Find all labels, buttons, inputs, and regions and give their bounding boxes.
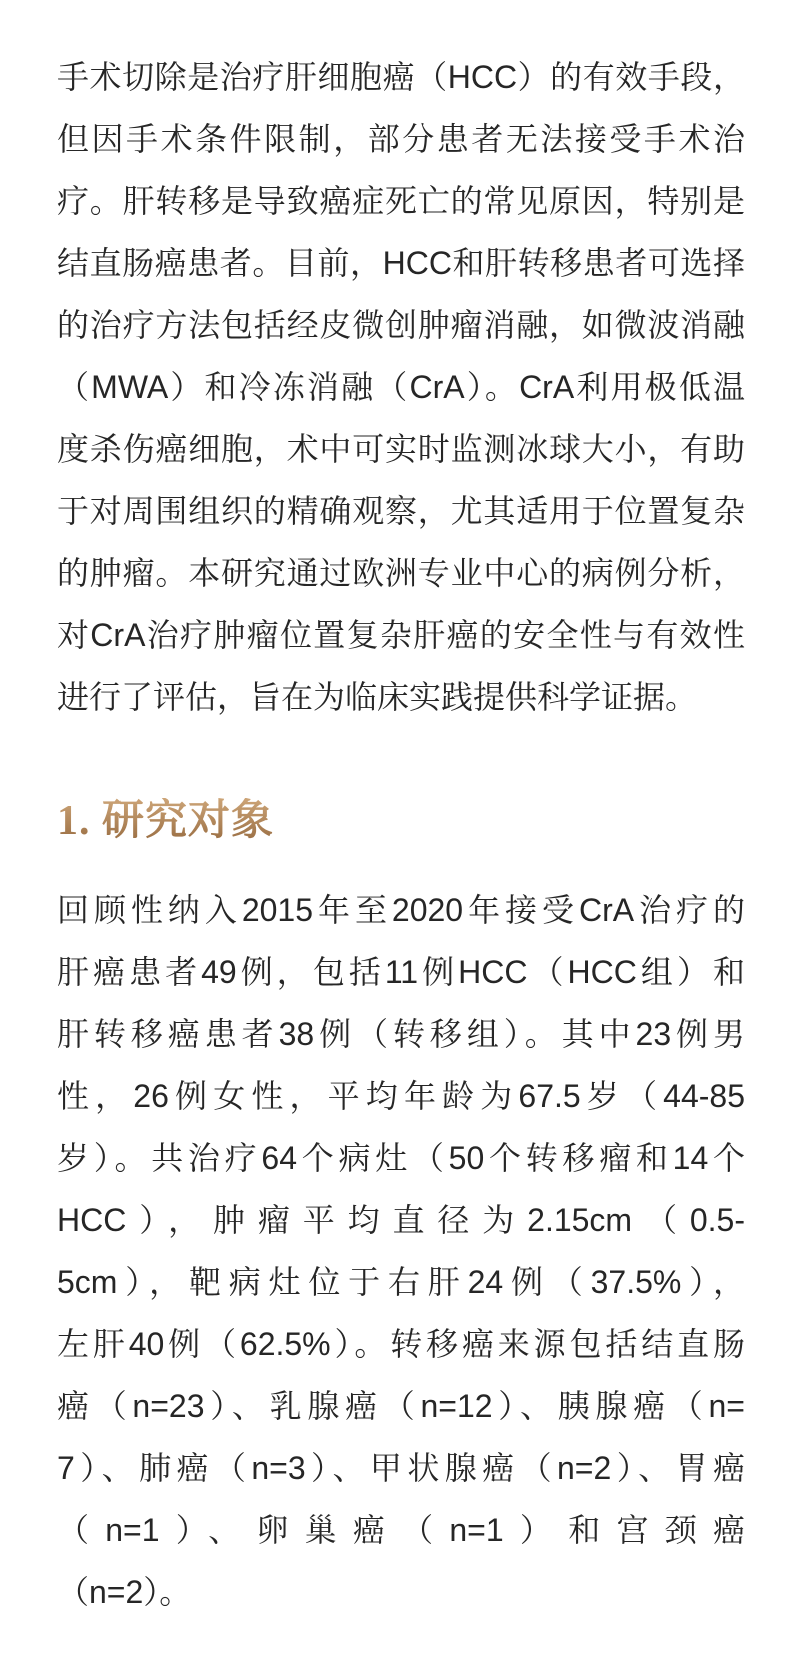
section-heading bbox=[57, 798, 745, 844]
text-line: 左肝40例（62.5%）。转移癌来源包括结直肠 bbox=[57, 1326, 745, 1362]
text-line: 进行了评估，旨在为临床实践提供科学证据。 bbox=[57, 679, 698, 715]
text-line: 度杀伤癌细胞，术中可实时监测冰球大小，有助 bbox=[57, 431, 745, 467]
section-heading-text: 1. 研究对象 bbox=[57, 798, 275, 844]
text-line: 对CrA治疗肿瘤位置复杂肝癌的安全性与有效性 bbox=[57, 617, 745, 653]
text-line: 回顾性纳入2015年至2020年接受CrA治疗的 bbox=[57, 892, 745, 928]
text-line: 癌（n=23）、乳腺癌（n=12）、胰腺癌（n= bbox=[57, 1388, 745, 1424]
text-line: 的治疗方法包括经皮微创肿瘤消融，如微波消融 bbox=[57, 307, 745, 343]
text-line: 肝癌患者49例，包括11例HCC（HCC组）和 bbox=[57, 954, 745, 990]
text-line: （n=2）。 bbox=[57, 1574, 192, 1610]
study-cohort-paragraph bbox=[57, 879, 745, 1623]
text-line: HCC），肿瘤平均直径为2.15cm（0.5- bbox=[57, 1202, 745, 1238]
text-line: 的肿瘤。本研究通过欧洲专业中心的病例分析， bbox=[57, 555, 745, 591]
text-line: （MWA）和冷冻消融（CrA）。CrA利用极低温 bbox=[57, 369, 745, 405]
intro-paragraph bbox=[57, 46, 745, 728]
text-line: 疗。肝转移是导致癌症死亡的常见原因，特别是 bbox=[57, 183, 745, 219]
text-line: 手术切除是治疗肝细胞癌（HCC）的有效手段， bbox=[57, 59, 745, 95]
text-line: 于对周围组织的精确观察，尤其适用于位置复杂 bbox=[57, 493, 745, 529]
text-line: 肝转移癌患者38例（转移组）。其中23例男 bbox=[57, 1016, 745, 1052]
text-line: 岁）。共治疗64个病灶（50个转移瘤和14个 bbox=[57, 1140, 745, 1176]
text-line: 但因手术条件限制，部分患者无法接受手术治 bbox=[57, 121, 745, 157]
text-line: （n=1）、卵巢癌（n=1）和宫颈癌 bbox=[57, 1512, 745, 1548]
text-line: 性，26例女性，平均年龄为67.5岁（44-85 bbox=[57, 1078, 745, 1114]
text-line: 结直肠癌患者。目前，HCC和肝转移患者可选择 bbox=[57, 245, 745, 281]
text-line: 7）、肺癌（n=3）、甲状腺癌（n=2）、胃癌 bbox=[57, 1450, 745, 1486]
text-line: 5cm），靶病灶位于右肝24例（37.5%）， bbox=[57, 1264, 745, 1300]
